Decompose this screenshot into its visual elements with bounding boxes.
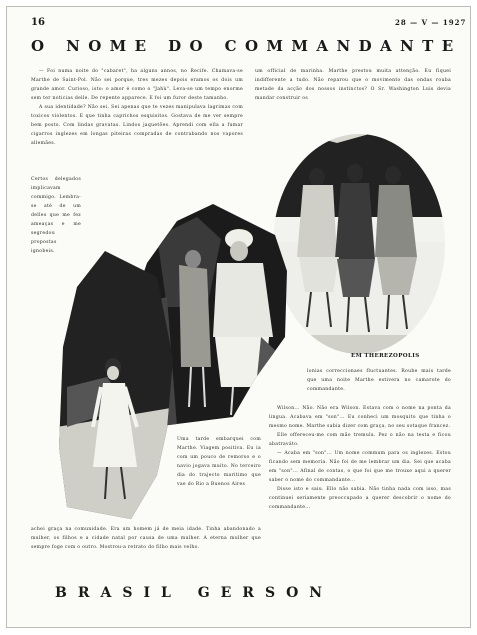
paragraph: — Acaba em "son"... Um nome commum para os inglezes. Estou ficando sem memoria. Não foi de me lembrar um dia. Sei que acaba em "son"... Afinal de contas, o que foi que me trouxe aqui a querer saber o nome do commandante...: [269, 451, 451, 483]
paragraph: Wilson... Não. Não era Wilson. Estava com o nome na ponta da lingua. Acabava em "son"... Eu conheci um mosquito que tinha o mesmo nome. Marthe sabia dizer com graça, no seu sotaque francez.: [269, 406, 451, 429]
paragraph: um official de marinha. Marthe prestou muita attenção. Eu fiquei indifferente a tudo. Não reparou que o movimento das ondas rouba metade da acção dos nossos instinctos? O Sr. Washington Luis devia mandar construir os: [255, 69, 451, 101]
right-body-text: [269, 404, 451, 512]
paragraph: Certos delegados implicavam commigo. Lembra-se até de um delles que me fez ameaças e me segredou propostas ignobeis.: [31, 177, 81, 254]
paragraph: lonias correccionaes fluctuantes. Roube mais tarde que uma noite Marthe estivera no camarote do commandante.: [307, 369, 451, 392]
photo-caption: EM THEREZOPOLIS: [351, 353, 420, 359]
paragraph: Elle offereceu-me com mão tremula. Pez o não na testa e ficou abatraváto.: [269, 433, 451, 447]
article-title: O NOME DO COMMANDANTE: [31, 37, 462, 55]
issue-date: 28 — V — 1927: [395, 18, 467, 27]
paragraph: — Foi numa noite do "cabaret", ha alguns annos, no Recife. Chamava-se Marthe de Saint-Pol. Não sei porque, tres mezes depois eramos os dois um grande amor. Curioso, isto: o amor é como o "Jahù". Leva-se um tempo enorme sem ter noticias delle. De repente apparece. E foi um furor deste tamanho.: [31, 69, 243, 101]
author-name: BRASIL GERSON: [55, 585, 334, 601]
paragraph: Uma tarde embarquei com Marthe. Viagem positiva. Eu ia com um pouco de remorso e o navio jogava muito. No terceiro dia do trajecto maritimo que vae do Rio a Buenos Aires: [177, 437, 261, 487]
magazine-page: [6, 6, 471, 628]
right-lower-text: [307, 367, 451, 394]
photo-therezopolis: [269, 132, 455, 362]
bottom-left-text: [31, 525, 261, 552]
paragraph: Disse isto e saiu. Ello não sabia. Não tinha nada com isso, mas continuei seriamente preoccupado a querer descobrir o nome do commandante...: [269, 487, 451, 510]
center-column-text: [177, 435, 261, 489]
page-number: 16: [31, 17, 45, 28]
paragraph: achei graça na comunidade. Era um homem já de meia idade. Tinha abandonado a mulher, os filhos e a cidade natal por causa de uma mulher. A eterna mulher que sempre foge com o outro. Mostrou-a retrato do filho mais velho.: [31, 527, 261, 550]
paragraph: A sua identidade? Não sei. Sei apenas que te vezes manipulava lagrimas com toxicos violentos. E que tinha caprichos esquisitos. Gostava de me ver sempre bem posto. Com lindas gravatas. Lindos jaquetões. Aprendi com ella a fumar cigarros inglezes em longas piteiras compradas de contrabando nos vapores allemães.: [31, 105, 243, 146]
